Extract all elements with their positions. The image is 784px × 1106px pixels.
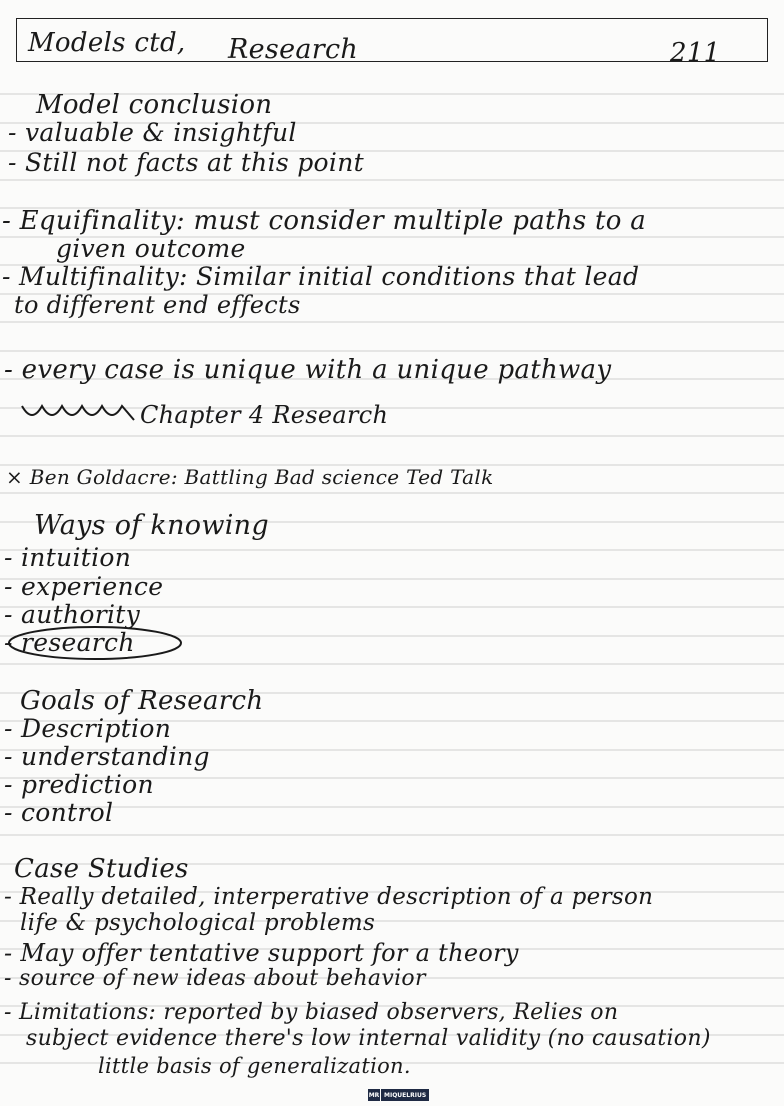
equifinality-line-cont: given outcome (56, 234, 246, 263)
circle-highlight-mark (6, 624, 184, 662)
goals-item: - prediction (4, 770, 154, 799)
case-studies-heading: Case Studies (14, 854, 189, 884)
case-studies-line: - source of new ideas about behavior (4, 966, 426, 991)
model-conclusion-heading: Model conclusion (36, 90, 273, 120)
chapter-heading: Chapter 4 Research (140, 401, 389, 429)
brand-logo-text: MIQUELRIUS (381, 1089, 429, 1101)
goals-heading: Goals of Research (20, 686, 264, 716)
page-number: 211 (670, 38, 721, 68)
ways-of-knowing-heading: Ways of knowing (34, 510, 269, 541)
brand-logo (368, 1089, 429, 1101)
brand-logo-mark: MR (368, 1089, 380, 1101)
case-studies-line: little basis of generalization. (98, 1054, 411, 1078)
multifinality-line-cont: to different end effects (14, 291, 301, 319)
case-studies-line: - May offer tentative support for a theory (4, 939, 519, 967)
header-title: Models ctd, (28, 28, 186, 58)
ways-of-knowing-item: - authority (4, 600, 141, 629)
ways-of-knowing-item: - intuition (4, 543, 132, 572)
model-conclusion-bullet: - Still not facts at this point (8, 148, 364, 177)
case-studies-line: - Limitations: reported by biased observers, Relies on (4, 1000, 619, 1025)
case-studies-line: - Really detailed, interperative description of a person (4, 884, 654, 910)
case-studies-line: subject evidence there's low internal validity (no causation) (26, 1026, 711, 1051)
unique-case-line: - every case is unique with a unique pathway (4, 355, 612, 385)
ways-of-knowing-item: - experience (4, 572, 164, 601)
equifinality-line: - Equifinality: must consider multiple paths to a (2, 206, 647, 236)
ways-of-knowing-item-circled: - research (4, 628, 135, 657)
case-studies-line: life & psychological problems (20, 910, 376, 936)
ted-talk-line: × Ben Goldacre: Battling Bad science Ted Talk (6, 465, 494, 489)
goals-item: - control (4, 798, 114, 827)
header-topic: Research (228, 34, 359, 65)
goals-item: - Description (4, 714, 172, 743)
wavy-underline-mark (20, 400, 136, 424)
multifinality-line: - Multifinality: Similar initial conditions that lead (2, 262, 640, 291)
goals-item: - understanding (4, 742, 210, 771)
model-conclusion-bullet: - valuable & insightful (8, 118, 297, 147)
